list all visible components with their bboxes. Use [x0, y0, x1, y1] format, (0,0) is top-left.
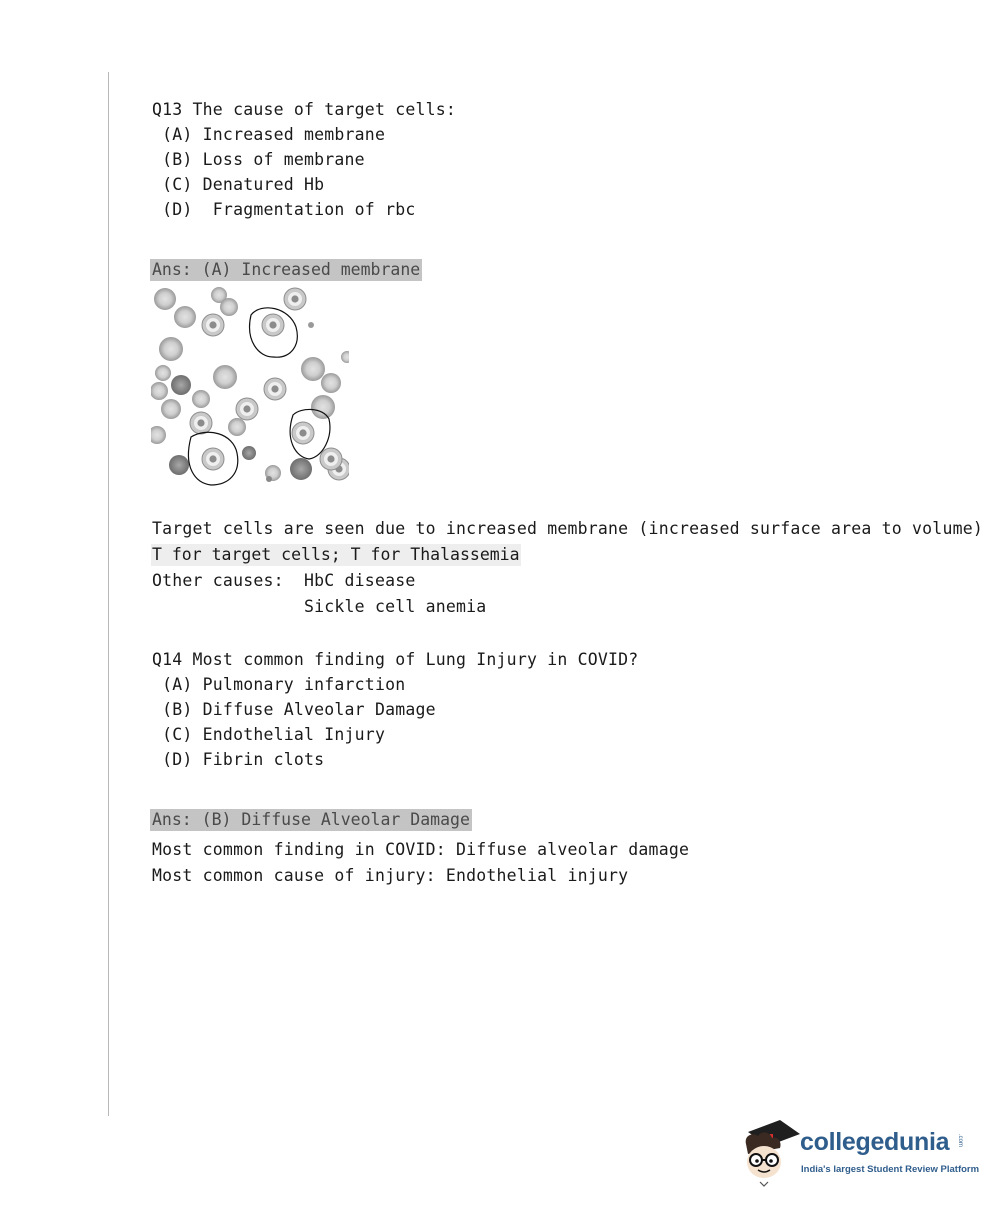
q14-answer: Ans: (B) Diffuse Alveolar Damage	[152, 810, 470, 829]
logo-wordmark: collegedunia	[800, 1128, 950, 1156]
q13-option-b: (B) Loss of membrane	[152, 150, 365, 169]
q13-question: Q13 The cause of target cells:	[152, 100, 457, 119]
target-cells-smear-image	[151, 287, 349, 486]
q14-option-b: (B) Diffuse Alveolar Damage	[152, 700, 436, 719]
q13-explanation-line-1: Target cells are seen due to increased membrane (increased surface area to volume)	[152, 519, 983, 538]
q13-answer: Ans: (A) Increased membrane	[152, 260, 421, 279]
q13-explanation-line-4: Sickle cell anemia	[152, 597, 487, 616]
q13-explanation-line-2: T for target cells; T for Thalassemia	[152, 545, 520, 564]
q14-option-a: (A) Pulmonary infarction	[152, 675, 406, 694]
q13-option-c: (C) Denatured Hb	[152, 175, 325, 194]
collegedunia-logo[interactable]	[740, 1114, 980, 1190]
q14-question: Q14 Most common finding of Lung Injury in COVID?	[152, 650, 639, 669]
page-margin-rule	[108, 72, 109, 1116]
logo-tagline: India's largest Student Review Platform	[801, 1164, 980, 1175]
logo-domain-suffix: .com	[957, 1134, 963, 1148]
q14-option-d: (D) Fibrin clots	[152, 750, 325, 769]
q14-explanation-line-1: Most common finding in COVID: Diffuse alveolar damage	[152, 840, 690, 859]
q13-option-d: (D) Fragmentation of rbc	[152, 200, 416, 219]
q14-explanation-line-2: Most common cause of injury: Endothelial injury	[152, 866, 629, 885]
mascot-icon	[740, 1114, 802, 1190]
q14-option-c: (C) Endothelial Injury	[152, 725, 386, 744]
q13-explanation-line-3: Other causes: HbC disease	[152, 571, 416, 590]
q13-option-a: (A) Increased membrane	[152, 125, 386, 144]
